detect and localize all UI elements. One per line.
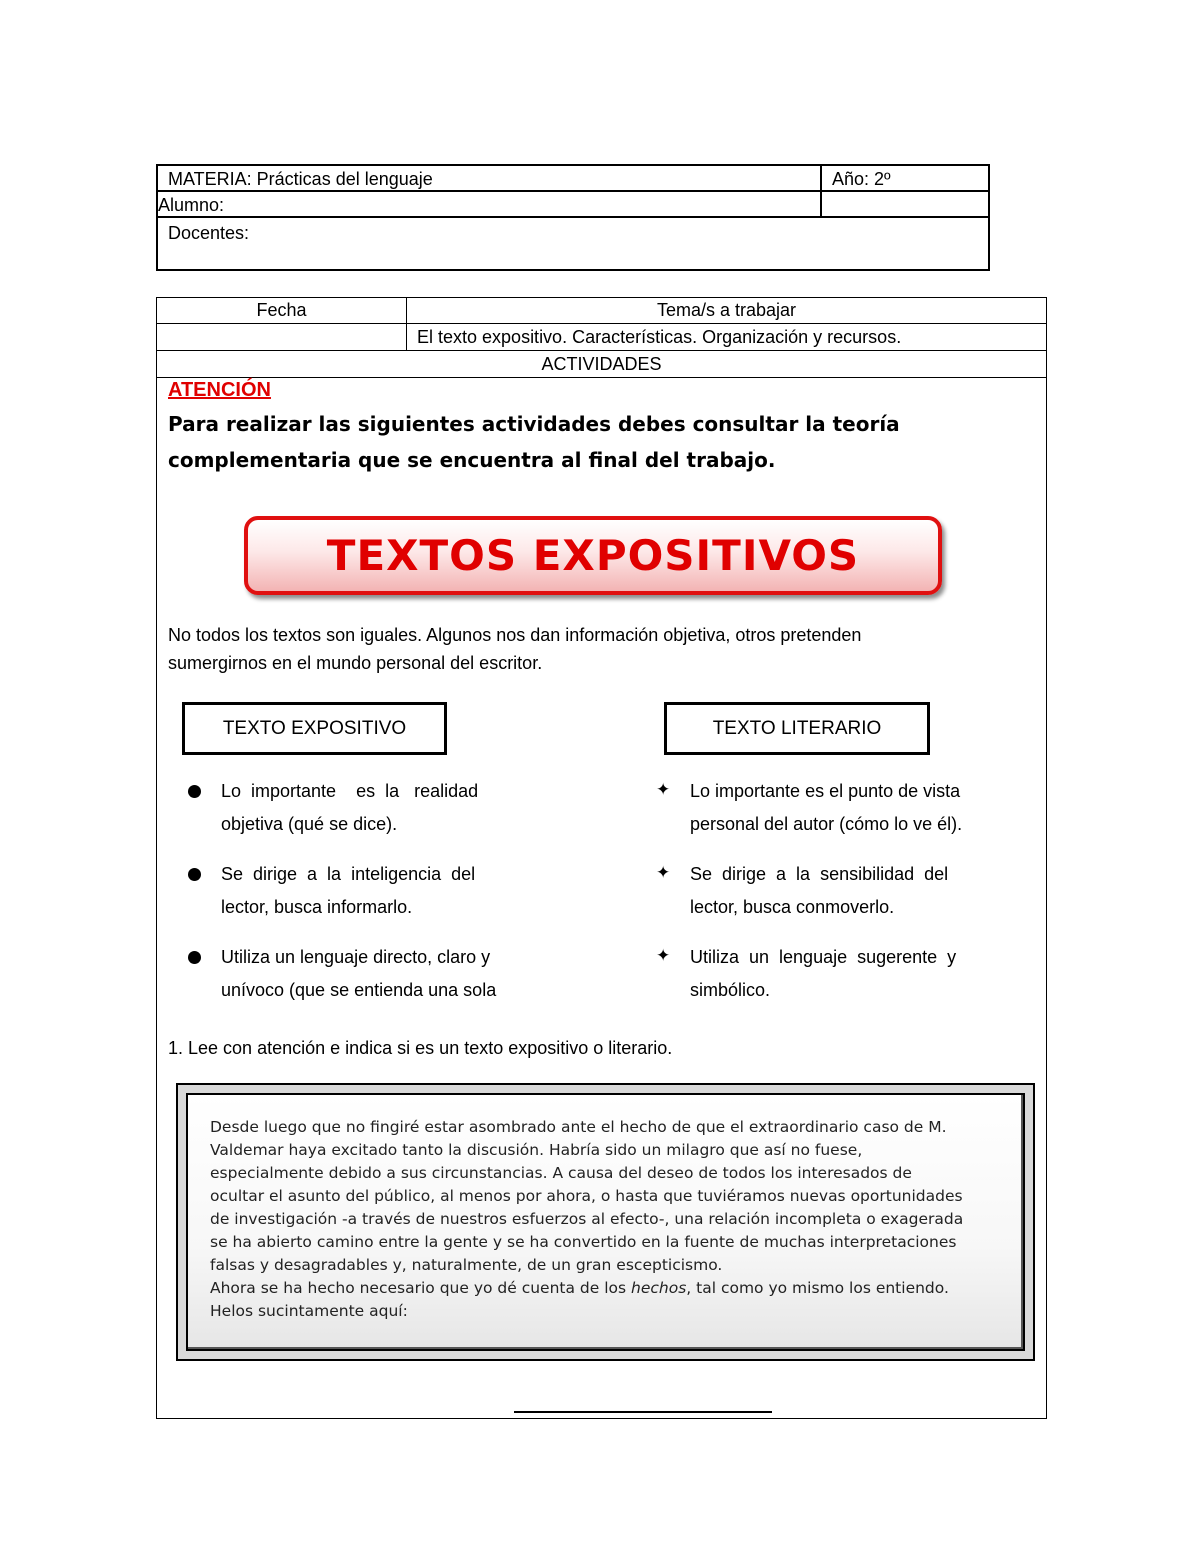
alumno-label: Alumno: bbox=[158, 195, 225, 215]
banner-title: TEXTOS EXPOSITIVOS bbox=[326, 531, 860, 580]
texto-literario-heading bbox=[664, 702, 930, 755]
literario-item-3-line-2: simbólico. bbox=[690, 980, 771, 1000]
actividades-header bbox=[156, 350, 1047, 378]
quote-line-8-end: , tal como yo mismo los entiendo. bbox=[686, 1279, 949, 1297]
quote-italic-hechos: hechos bbox=[631, 1279, 687, 1297]
actividades-label: ACTIVIDADES bbox=[541, 354, 662, 374]
expositivo-item-2 bbox=[221, 858, 526, 924]
tema-value: El texto expositivo. Características. Organización y recursos. bbox=[417, 327, 902, 347]
quote-line-9: Helos sucintamente aquí: bbox=[210, 1302, 408, 1320]
bullet-dot-icon bbox=[188, 868, 201, 881]
quote-line-2: Valdemar haya excitado tanto la discusión. Habría sido un milagro que así no fuese, bbox=[210, 1141, 863, 1159]
expositivo-item-2-line-2: lector, busca informarlo. bbox=[221, 897, 413, 917]
intro-line-2: sumergirnos en el mundo personal del escritor. bbox=[168, 653, 543, 673]
expositivo-item-3-line-2: unívoco (que se entienda una sola bbox=[221, 980, 497, 1000]
atencion-title: ATENCIÓN bbox=[168, 379, 271, 401]
expositivo-item-1-line-1: Lo importante es la realidad bbox=[221, 781, 479, 801]
quote-line-8-start: Ahora se ha hecho necesario que yo dé cuenta de los bbox=[210, 1279, 627, 1297]
bullet-dot-icon bbox=[188, 951, 201, 964]
intro-line-1: No todos los textos son iguales. Algunos nos dan información objetiva, otros pretenden bbox=[168, 625, 862, 645]
materia-cell bbox=[156, 164, 822, 192]
fecha-label: Fecha bbox=[256, 300, 307, 320]
expositivo-item-2-line-1: Se dirige a la inteligencia del bbox=[221, 864, 476, 884]
quote-text bbox=[210, 1116, 1005, 1323]
expositivo-item-1 bbox=[221, 775, 526, 841]
tema-label: Tema/s a trabajar bbox=[656, 300, 797, 320]
bullet-star-icon: ✦ bbox=[656, 946, 671, 965]
quote-line-4: ocultar el asunto del público, al menos por ahora, o hasta que tuviéramos nuevas oportunidades bbox=[210, 1187, 963, 1205]
notice-line-1: Para realizar las siguientes actividades debes consultar la teoría bbox=[168, 412, 900, 436]
docentes-label: Docentes: bbox=[168, 223, 250, 243]
anio-cell bbox=[820, 164, 990, 192]
literario-item-2-line-2: lector, busca conmoverlo. bbox=[690, 897, 895, 917]
literario-heading-label: TEXTO LITERARIO bbox=[712, 717, 882, 739]
materia-label: MATERIA: Prácticas del lenguaje bbox=[168, 169, 433, 189]
expositivo-heading-label: TEXTO EXPOSITIVO bbox=[222, 717, 407, 739]
expositivo-item-3-line-1: Utiliza un lenguaje directo, claro y bbox=[221, 947, 491, 967]
expositivo-item-1-line-2: objetiva (qué se dice). bbox=[221, 814, 398, 834]
fecha-value-cell bbox=[156, 323, 407, 351]
literario-item-2-line-1: Se dirige a la sensibilidad del bbox=[690, 864, 949, 884]
literario-item-3-line-1: Utiliza un lenguaje sugerente y bbox=[690, 947, 957, 967]
texto-expositivo-heading bbox=[182, 702, 447, 755]
literario-item-1-line-1: Lo importante es el punto de vista bbox=[690, 781, 961, 801]
bullet-dot-icon bbox=[188, 785, 201, 798]
question-1: 1. Lee con atención e indica si es un texto expositivo o literario. bbox=[168, 1038, 673, 1058]
quote-line-5: de investigación -a través de nuestros esfuerzos al efecto-, una relación incompleta o exagerada bbox=[210, 1210, 964, 1228]
bullet-star-icon: ✦ bbox=[656, 863, 671, 882]
anio-label: Año: 2º bbox=[832, 169, 891, 189]
quote-line-1: Desde luego que no fingiré estar asombrado ante el hecho de que el extraordinario caso de M. bbox=[210, 1118, 947, 1136]
docentes-cell bbox=[156, 216, 990, 271]
tema-value-cell bbox=[406, 323, 1047, 351]
fecha-header bbox=[156, 297, 407, 324]
alumno-extra-cell bbox=[820, 190, 990, 218]
notice-line-2: complementaria que se encuentra al final del trabajo. bbox=[168, 448, 776, 472]
literario-item-1-line-2: personal del autor (cómo lo ve él). bbox=[690, 814, 963, 834]
tema-header bbox=[406, 297, 1047, 324]
quote-line-8 bbox=[210, 1277, 1005, 1300]
literario-item-3 bbox=[690, 941, 990, 1007]
expositivo-item-3 bbox=[221, 941, 526, 1007]
quote-line-7: falsas y desagradables y, naturalmente, de un gran escepticismo. bbox=[210, 1256, 723, 1274]
alumno-cell bbox=[156, 190, 822, 218]
literario-item-2 bbox=[690, 858, 990, 924]
quote-line-3: especialmente debido a sus circunstancias. A causa del deseo de todos los interesados de bbox=[210, 1164, 912, 1182]
textos-expositivos-banner bbox=[244, 516, 942, 595]
bullet-star-icon: ✦ bbox=[656, 780, 671, 799]
literario-item-1 bbox=[690, 775, 990, 841]
footer-line bbox=[514, 1411, 772, 1413]
quote-line-6: se ha abierto camino entre la gente y se ha convertido en la fuente de muchas interpretaciones bbox=[210, 1233, 957, 1251]
